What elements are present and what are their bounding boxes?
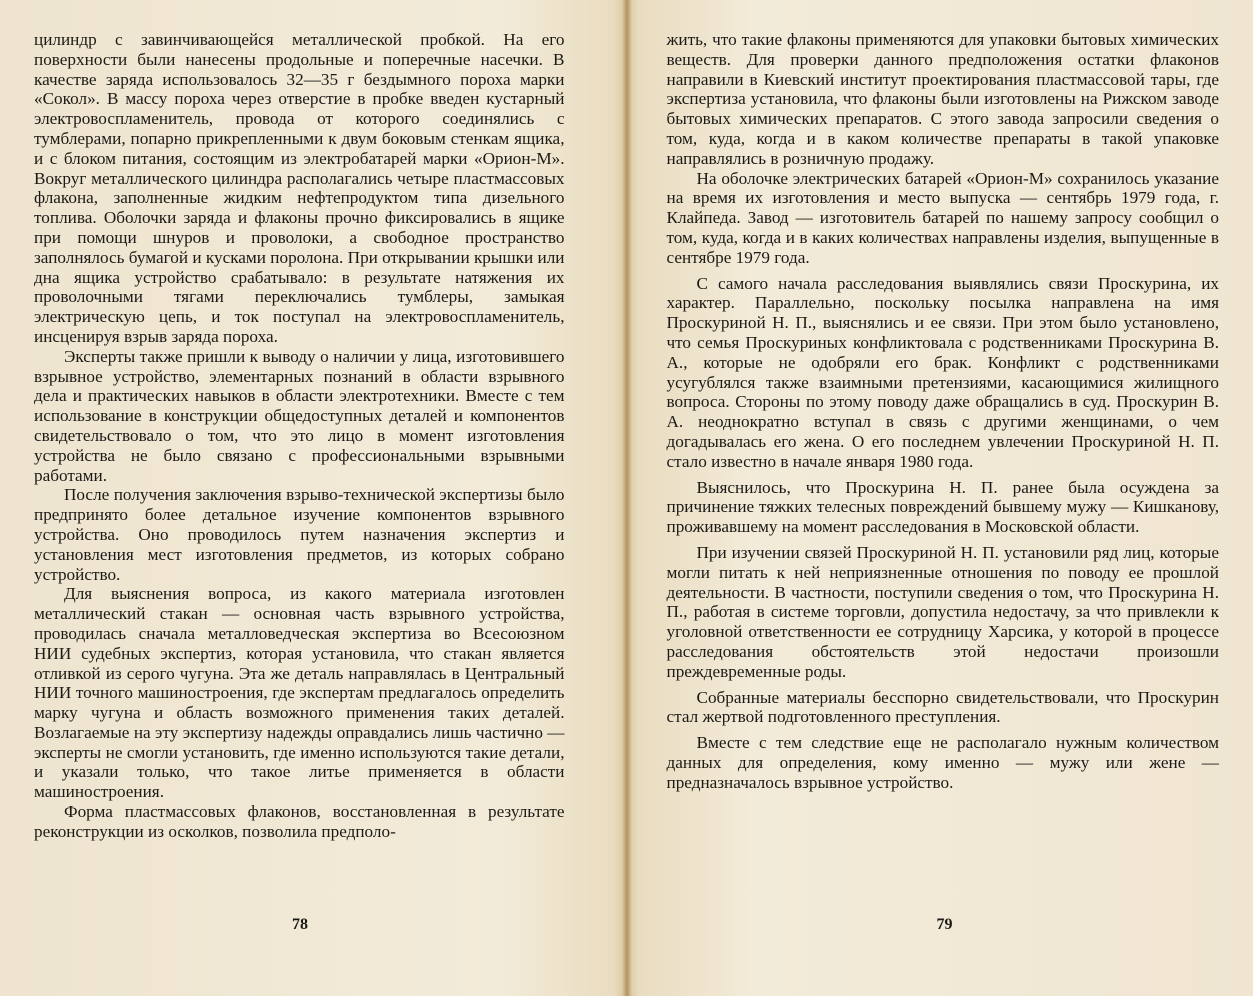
paragraph: Для выяснения вопроса, из какого материала изготовлен металлический стакан — основная часть взрывного устройства, проводилась сначала металловедческая экспертиза во Всесоюзном НИИ судебных экспертиз, которая установила, что стакан является отливкой из серого чугуна. Эта же деталь направлялась в Центральный НИИ точного машиностроения, где экспертам предлагалось определить марку чугуна и область возможного применения таких деталей. Возлагаемые на эту экспертизу надежды оправдались лишь частично — эксперты не смогли установить, где именно используются такие детали, и указали только, что такое литье применяется в области машиностроения. [34,584,565,802]
right-page-text [667,30,1220,792]
paragraph: После получения заключения взрыво-технической экспертизы было предпринято более детальное изучение компонентов взрывного устройства. Оно проводилось путем назначения экспертиз и установления мест изготовления предметов, из которых собрано устройство. [34,485,565,584]
paragraph: Выяснилось, что Проскурина Н. П. ранее была осуждена за причинение тяжких телесных повреждений бывшему мужу — Кишканову, проживавшему на момент расследования в Московской области. [666,477,1219,537]
paragraph: цилиндр с завинчивающейся металлической пробкой. На его поверхности были нанесены продольные и поперечные насечки. В качестве заряда использовалось 32—35 г бездымного пороха марки «Сокол». В массу пороха через отверстие в пробке введен кустарный электровоспламенитель, провода от которого соединялись с тумблерами, попарно прикрепленными к двум боковым стенкам ящика, и с блоком питания, состоящим из электробатарей марки «Орион-М». Вокруг металлического цилиндра располагались четыре пластмассовых флакона, заполненные жидким нефтепродуктом типа дизельного топлива. Оболочки заряда и флаконы прочно фиксировались в ящике при помощи шнуров и проволоки, а свободное пространство заполнялось бумагой и кусками поролона. При открывании крышки или дна ящика устройство срабатывало: в результате натяжения их проволочными тягами переключались тумблеры, замыкая электрическую цепь, и ток поступал на электровоспламенитель, инсценируя взрыв заряда пороха. [34,30,565,346]
page-number: 78 [292,916,308,933]
paragraph: На оболочке электрических батарей «Орион-М» сохранилось указание на время их изготовления и место выпуска — сентябрь 1979 года, г. Клайпеда. Завод — изготовитель батарей по нашему запросу сообщил о том, куда, когда и в каких количествах направлены изделия, выпущенные в сентябре 1979 года. [666,168,1219,267]
right-page [627,0,1253,996]
left-page-text [34,30,565,842]
paragraph: С самого начала расследования выявлялись связи Проскурина, их характер. Параллельно, поскольку посылка направлена на имя Проскуриной Н. П., выяснялись и ее связи. При этом было установлено, что семья Проскуриных конфликтовала с родственниками Проскурина В. А., которые не одобряли его брак. Конфликт с родственниками усугублялся также взаимными претензиями, касающимися жилищного вопроса. Стороны по этому поводу даже обращались в суд. Проскурин В. А. неоднократно вступал в связь с другими женщинами, о чем догадывалась его жена. О его последнем увлечении Проскуриной Н. П. стало известно в начале января 1980 года. [666,273,1219,471]
page-number: 79 [936,916,953,933]
paragraph: Собранные материалы бесспорно свидетельствовали, что Проскурин стал жертвой подготовленного преступления. [666,687,1219,727]
paragraph: Вместе с тем следствие еще не располагало нужным количеством данных для определения, кому именно — мужу или жене — предназначалось взрывное устройство. [666,733,1219,792]
paragraph: Форма пластмассовых флаконов, восстановленная в результате реконструкции из осколков, позволила предполо- [34,802,565,841]
paragraph: жить, что такие флаконы применяются для упаковки бытовых химических веществ. Для проверки данного предположения остатки флаконов направили в Киевский институт проектирования пластмассовой тары, где экспертиза установила, что флаконы были изготовлены на Рижском заводе бытовых химических препаратов. С этого завода запросили сведения о том, куда, когда и в каком количестве препараты в такой упаковке направлялись в розничную продажу. [666,30,1219,168]
paragraph: Эксперты также пришли к выводу о наличии у лица, изготовившего взрывное устройство, элементарных познаний в области взрывного дела и практических навыков в области электротехники. Вместе с тем использование в конструкции общедоступных деталей и компонентов свидетельствовало о том, что это лицо в момент изготовления устройства не было связано с профессиональными взрывными работами. [34,346,565,485]
paragraph: При изучении связей Проскуриной Н. П. установили ряд лиц, которые могли питать к ней неприязненные отношения по поводу ее прошлой деятельности. В частности, поступили сведения о том, что Проскурина Н. П., работая в системе торговли, допустила недостачу, за что привлекли к уголовной ответственности ее сотрудницу Харсика, у которой в процессе расследования обстоятельств этой недостачи произошли преждевременные роды. [666,542,1219,681]
